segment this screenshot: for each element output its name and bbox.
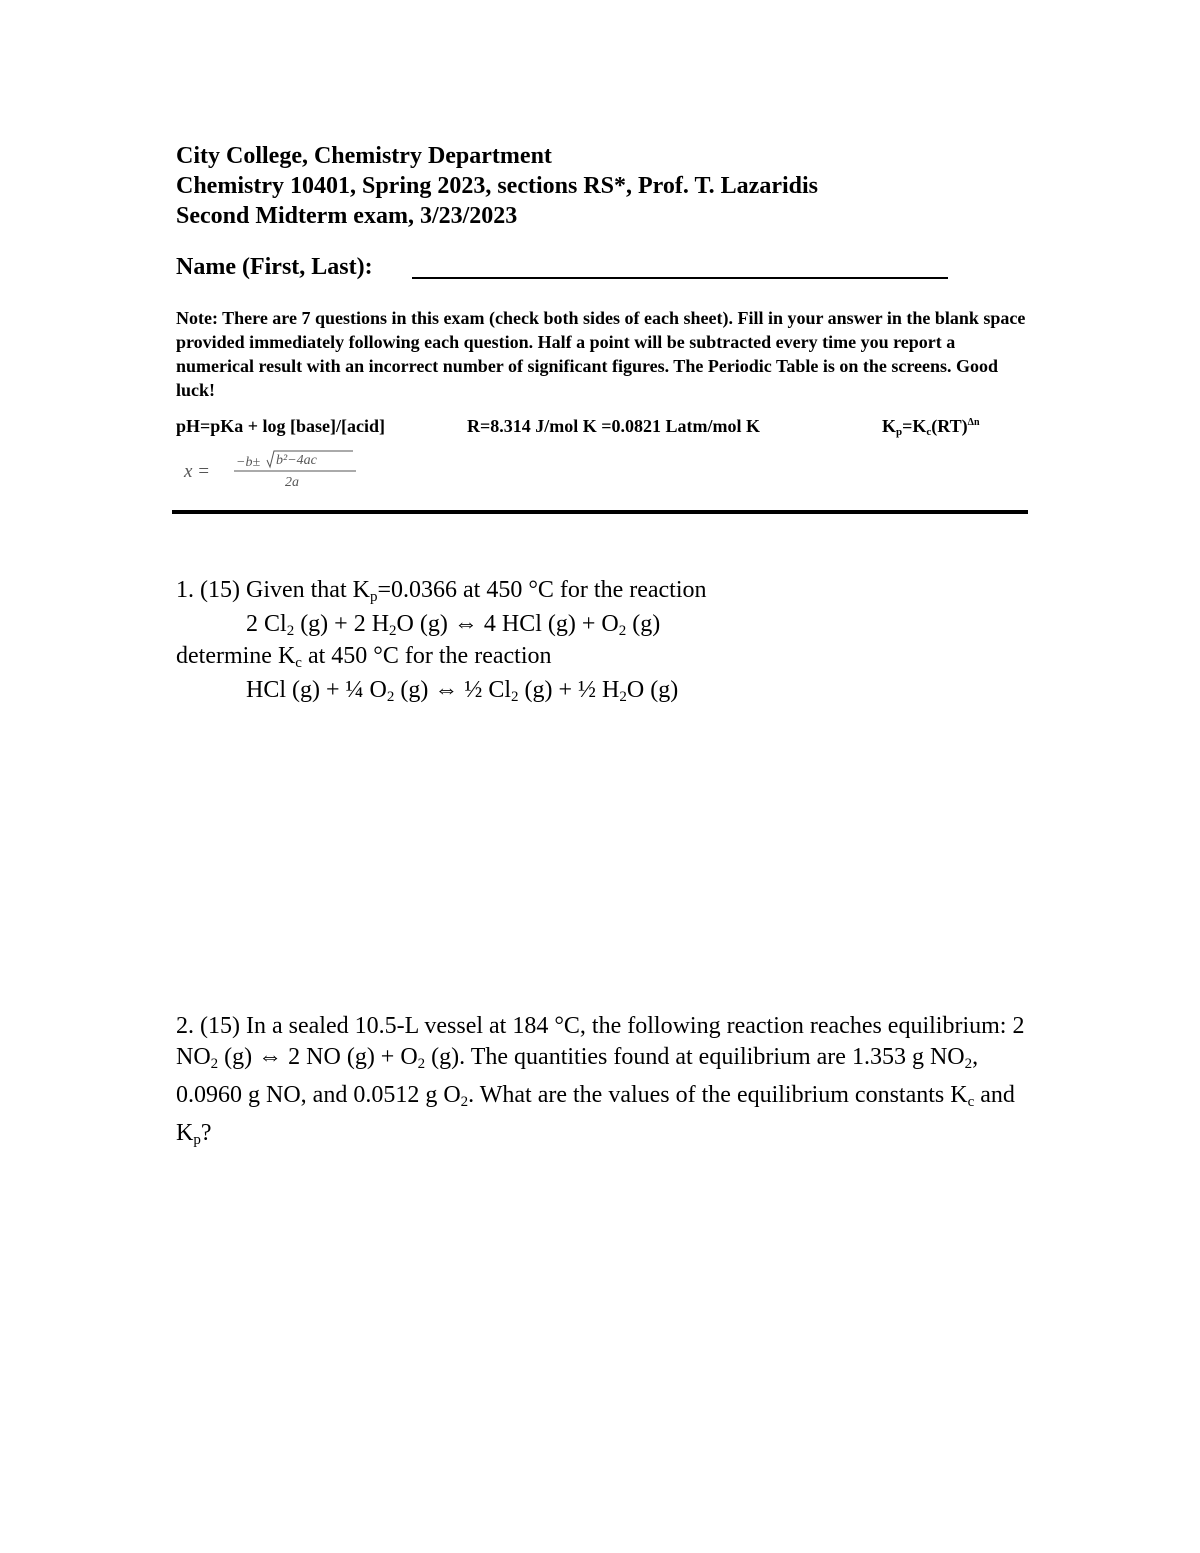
header-exam: Second Midterm exam, 3/23/2023	[176, 203, 518, 229]
quadratic-formula	[178, 448, 378, 492]
question-1-reaction-1: 2 $Cl_2$ (g) + 2 $H_2O$ (g) ⇔ 4 HCl $(g) + O_2$ (g)	[246, 611, 661, 639]
quadratic-numerator-right: b²−4ac	[276, 453, 317, 468]
quadratic-denominator: 2a	[285, 475, 299, 490]
exam-note: Note: There are 7 questions in this exam (check both sides of each sheet). Fill in your answer in the blank space provided immediately following each question. Half a point will be subtracted every time you report a numerical result with an incorrect number of significant figures. The Periodic Table is on the screens. Good luck!	[176, 308, 1026, 400]
quadratic-lhs: x =	[184, 461, 211, 482]
question-1-line-1: 1. (15) Given that $K_p=0.0366$ at 450 °C for the reaction	[176, 577, 707, 605]
name-blank-line[interactable]	[412, 277, 948, 279]
kp-kc-formula: $K_p=K_c(RT)^{\Delta n}$	[882, 416, 980, 438]
question-1-reaction-2: HCl (g) + ¼ $O_2$ (g) ⇔ ½ $Cl_2$ (g) + ½ $H_2O$ (g)	[246, 677, 679, 705]
question-2: 2. (15) In a sealed 10.5-L vessel at 184 °C, the following reaction reaches equilibrium: 2 $NO_2$ (g) ⇔ 2 NO $(g) + O_2$ (g). The quantities found at equilibrium are 1.353 g $NO_2$, 0.0960 g NO, and 0.0512 g $O_2$. What are the values of the equilibrium constants $K_c$ and $K_p$?	[176, 1013, 1025, 1148]
header-divider	[172, 510, 1028, 514]
name-label: Name (First, Last):	[176, 254, 373, 280]
header-course: Chemistry 10401, Spring 2023, sections RS*, Prof. T. Lazaridis	[176, 173, 819, 199]
quadratic-numerator-left: −b±	[236, 455, 261, 470]
header-college: City College, Chemistry Department	[176, 143, 552, 169]
gas-constant: R=8.314 J/mol K =0.0821 Latm/mol K	[467, 416, 761, 436]
ph-formula: pH=pKa + log [base]/[acid]	[176, 416, 386, 436]
question-1-line-2: determine $K_c$ at 450 °C for the reaction	[176, 643, 552, 671]
